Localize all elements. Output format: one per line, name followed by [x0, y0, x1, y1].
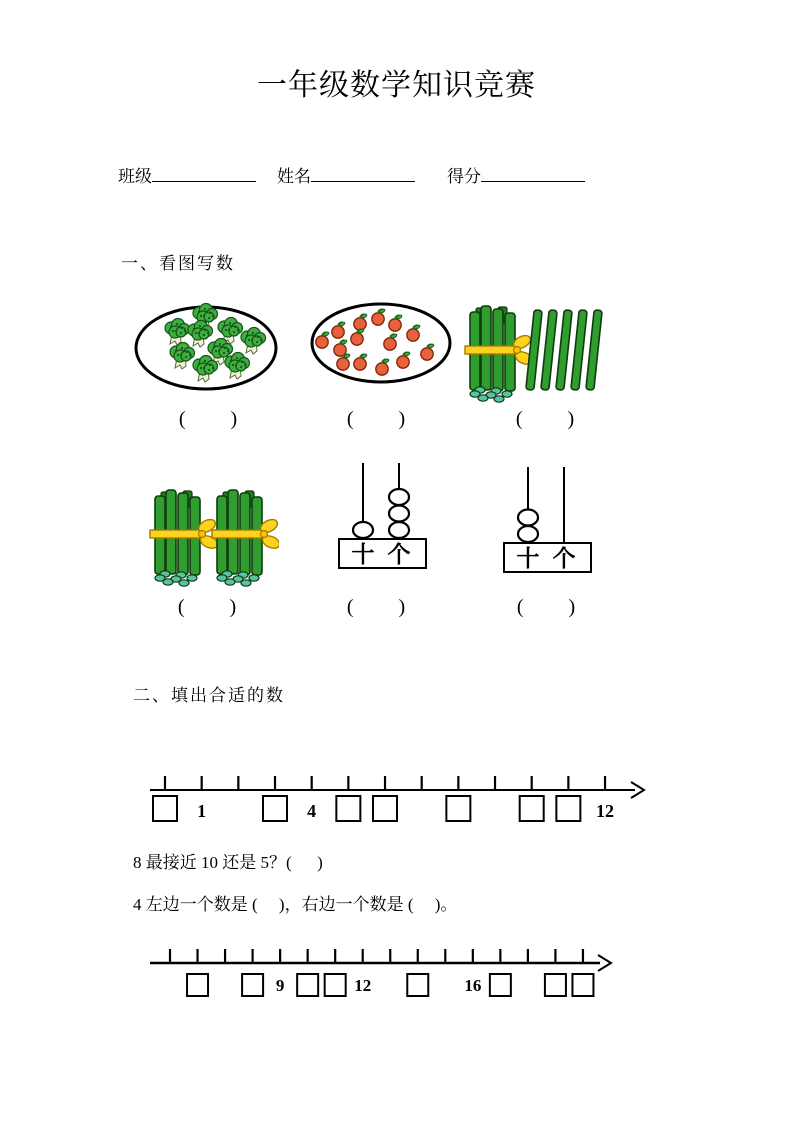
- bead: [518, 510, 538, 526]
- fill-in-box[interactable]: [446, 796, 470, 821]
- single-stick: [586, 310, 602, 390]
- field-class: [118, 162, 256, 187]
- place-label: 个: [387, 542, 411, 567]
- field-name-label: 姓名: [277, 167, 311, 186]
- fill-in-box[interactable]: [407, 974, 428, 996]
- question-1: 8 最接近 10 还是 5？( ): [133, 853, 323, 872]
- answer-blank-6[interactable]: ( ): [516, 596, 576, 618]
- section2-heading: 二、填出合适的数: [133, 686, 285, 705]
- ribbon: [465, 346, 520, 354]
- field-name-blank[interactable]: [311, 164, 415, 182]
- tick-label: 1: [197, 801, 207, 821]
- answer-blank-1[interactable]: ( ): [178, 408, 238, 430]
- ribbon: [150, 530, 205, 538]
- field-score: [447, 162, 585, 187]
- field-class-blank[interactable]: [152, 164, 256, 182]
- fill-in-box[interactable]: [336, 796, 360, 821]
- single-stick: [571, 310, 587, 390]
- single-stick: [541, 310, 557, 390]
- bead: [353, 522, 373, 538]
- single-stick: [526, 310, 542, 390]
- tick-label: 16: [464, 976, 482, 995]
- place-label: 十: [516, 546, 540, 571]
- figure-place-value-abacus-13: [335, 460, 430, 570]
- fig-apples-svg: [310, 298, 455, 390]
- section1-heading: 一、看图写数: [121, 254, 235, 273]
- figure-two-stick-bundles: [143, 476, 279, 592]
- stick-bundle: [465, 306, 534, 402]
- fig-sticks15-svg: [462, 296, 612, 404]
- fill-in-box[interactable]: [187, 974, 208, 996]
- place-label: 个: [552, 546, 576, 571]
- fig-cabbages-svg: [133, 300, 281, 395]
- bead: [389, 489, 409, 505]
- figure-cabbage-plate: [133, 300, 281, 395]
- answer-blank-3[interactable]: ( ): [515, 408, 575, 430]
- fig-abacus20-svg: [500, 464, 595, 574]
- single-stick: [556, 310, 572, 390]
- answer-blank-4[interactable]: ( ): [177, 596, 237, 618]
- bead: [389, 506, 409, 522]
- fill-in-box[interactable]: [373, 796, 397, 821]
- fill-in-box[interactable]: [325, 974, 346, 996]
- field-name: [277, 162, 415, 187]
- page-title: 一年级数学知识竞赛: [257, 69, 536, 102]
- stick-bundle: [212, 490, 279, 586]
- tick-label: 4: [307, 801, 317, 821]
- numberline-2: [148, 936, 643, 1000]
- bead: [389, 522, 409, 538]
- fill-in-box[interactable]: [263, 796, 287, 821]
- place-label: 十: [351, 542, 375, 567]
- field-score-blank[interactable]: [481, 164, 585, 182]
- fill-in-box[interactable]: [572, 974, 593, 996]
- answer-blank-2[interactable]: ( ): [346, 408, 406, 430]
- tick-label: 12: [596, 801, 615, 821]
- fill-in-box[interactable]: [153, 796, 177, 821]
- nl1-svg: [143, 768, 653, 826]
- question-2: 4 左边一个数是 ( )，右边一个数是 ( )。: [133, 895, 458, 914]
- numberline-1: [143, 768, 653, 826]
- bead: [518, 526, 538, 542]
- fill-in-box[interactable]: [520, 796, 544, 821]
- answer-blank-5[interactable]: ( ): [346, 596, 406, 618]
- figure-sticks-bundle-and-five: [462, 296, 612, 404]
- fill-in-box[interactable]: [490, 974, 511, 996]
- figure-place-value-abacus-20: [500, 464, 595, 574]
- figure-apple-plate: [310, 298, 455, 390]
- ribbon: [212, 530, 267, 538]
- fill-in-box[interactable]: [545, 974, 566, 996]
- fill-in-box[interactable]: [556, 796, 580, 821]
- stick-bundle: [150, 490, 219, 586]
- field-score-label: 得分: [447, 167, 481, 186]
- fig-abacus13-svg: [335, 460, 430, 570]
- nl2-svg: [148, 936, 643, 1000]
- fill-in-box[interactable]: [242, 974, 263, 996]
- field-class-label: 班级: [118, 167, 152, 186]
- fig-bundles20-svg: [143, 476, 279, 592]
- tick-label: 9: [275, 976, 285, 995]
- tick-label: 12: [354, 976, 372, 995]
- fill-in-box[interactable]: [297, 974, 318, 996]
